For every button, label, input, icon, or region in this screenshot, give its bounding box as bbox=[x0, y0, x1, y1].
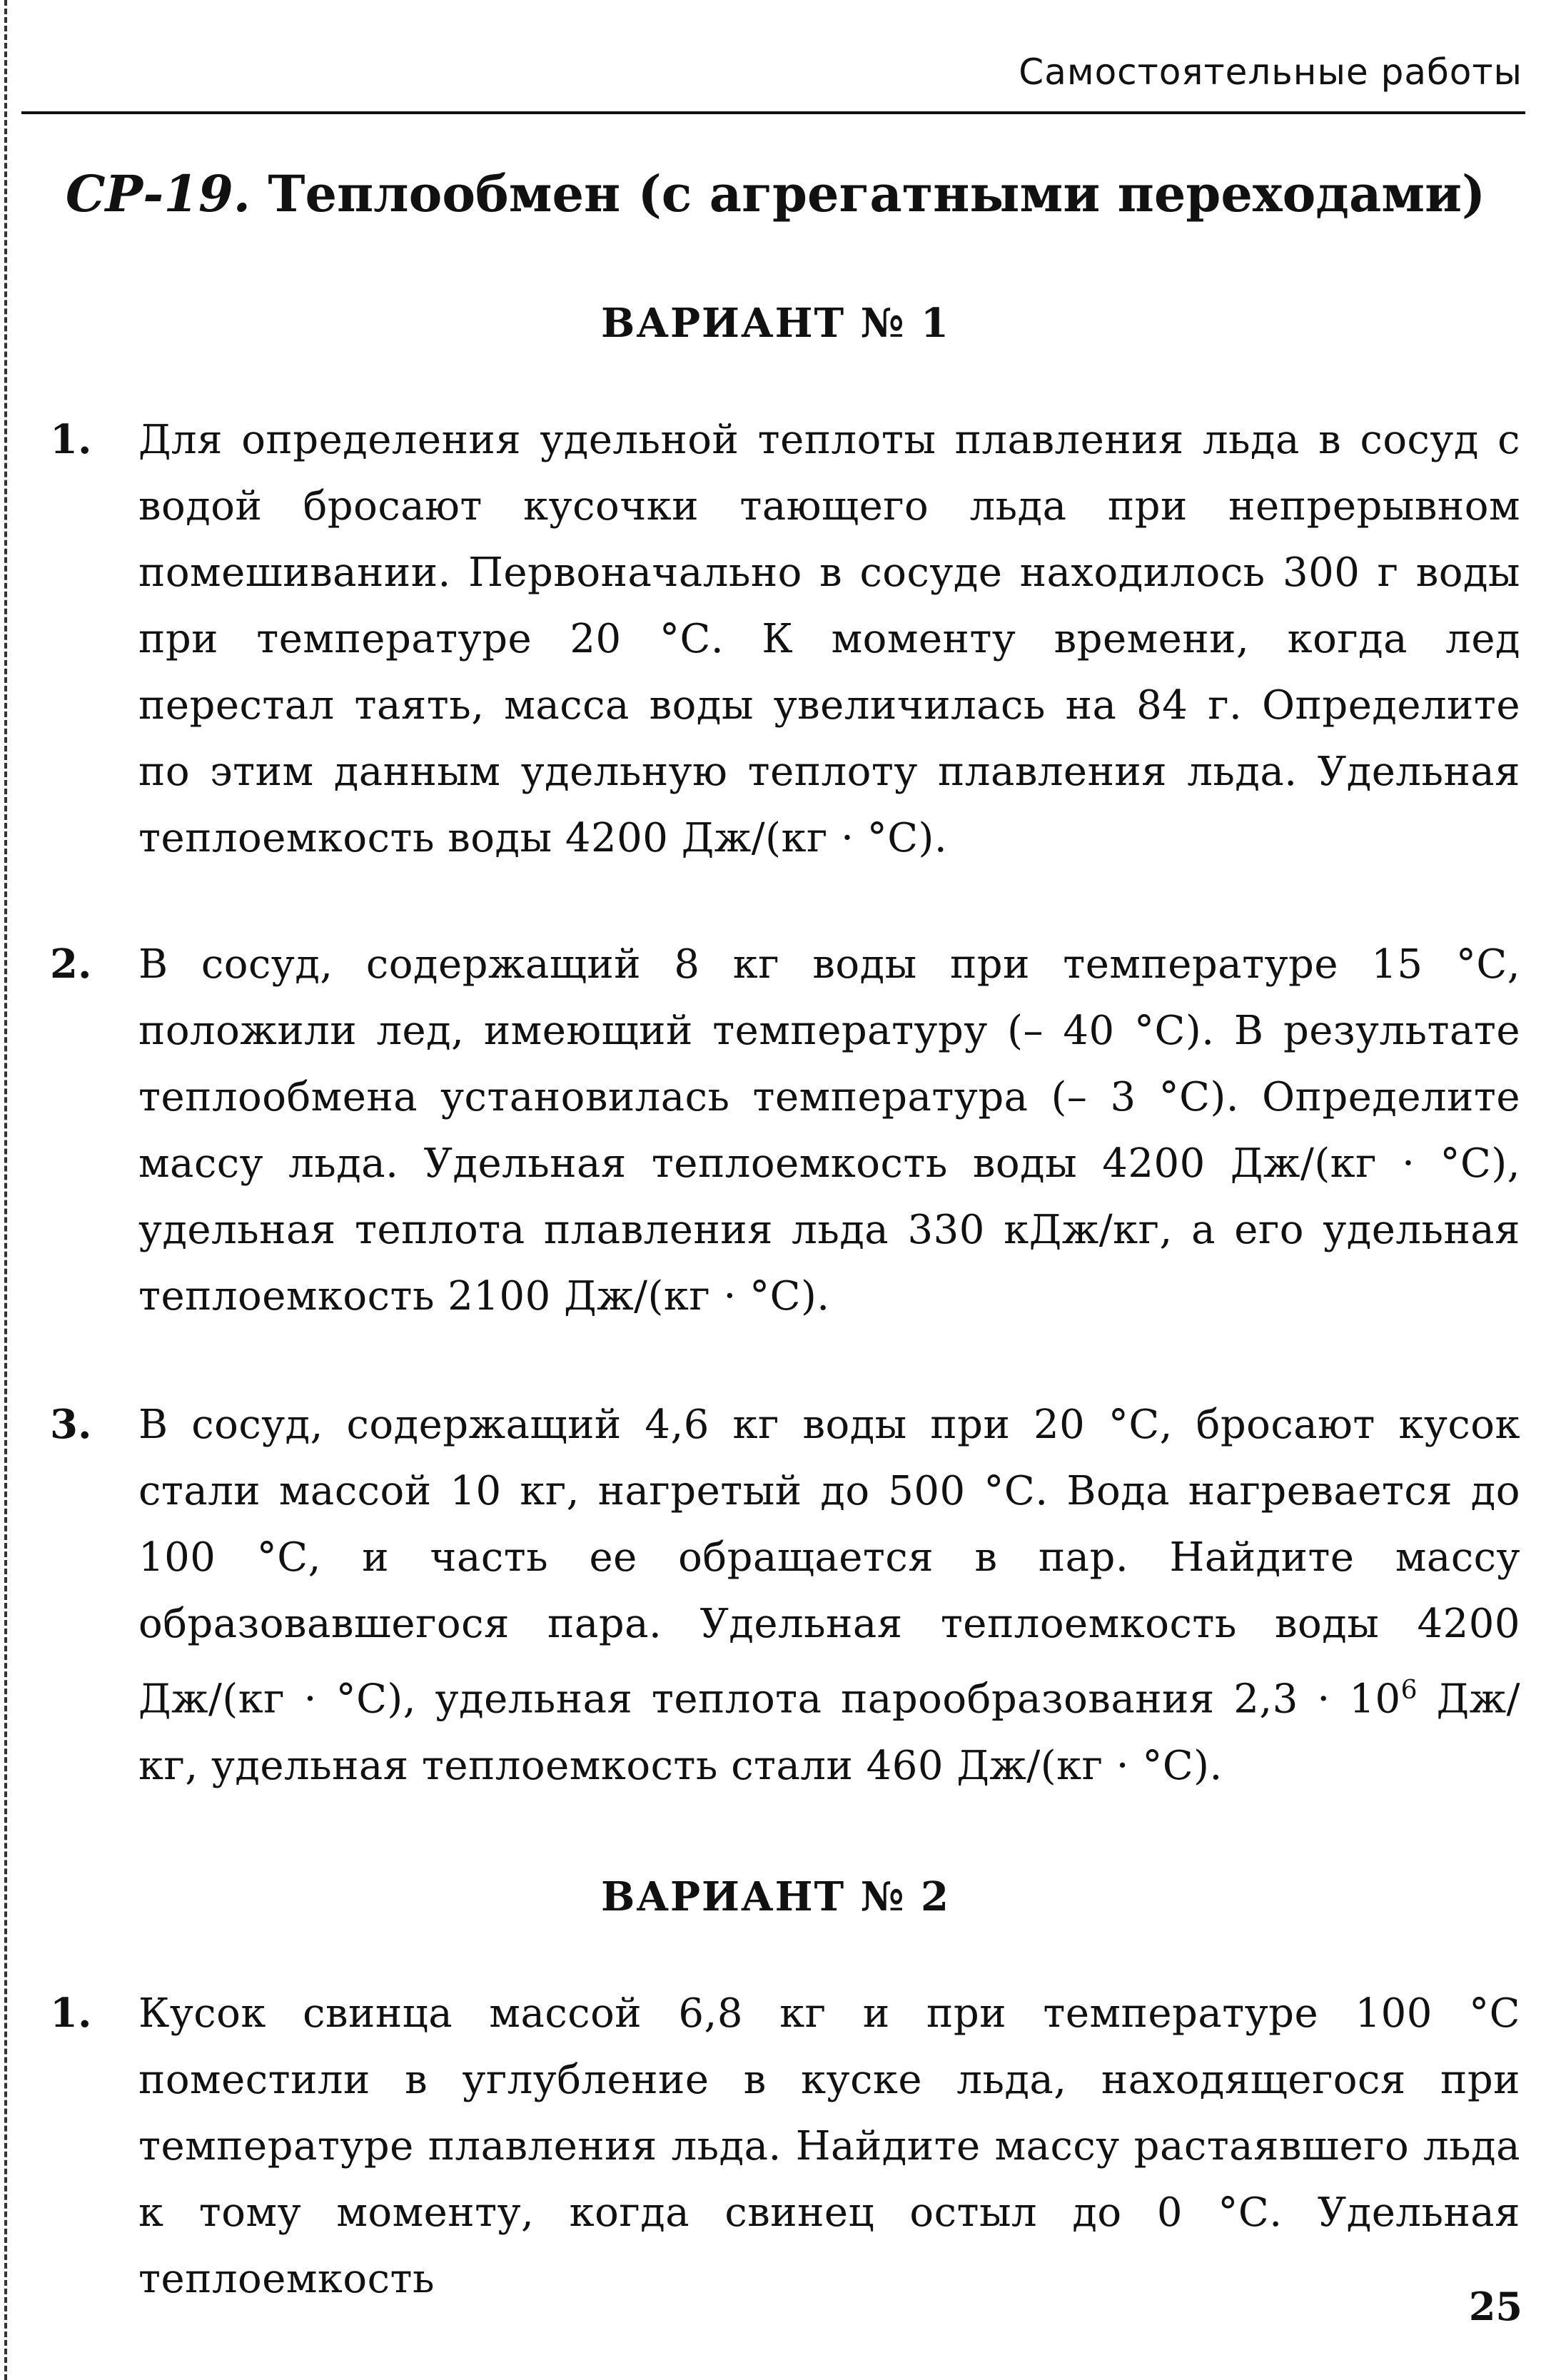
problem-number: 3. bbox=[50, 1401, 92, 1448]
variant-2-heading: ВАРИАНТ № 2 bbox=[601, 1873, 950, 1920]
page-title bbox=[0, 164, 1551, 223]
problem-text bbox=[138, 1392, 1520, 1799]
page-number: 25 bbox=[1468, 2284, 1522, 2329]
problem-text-part-1: В сосуд, содержащий 4,6 кг воды при 20 °С, бросают кусок стали массой 10 кг, нагретый до 500 °С. Вода нагревается до 100 °С, и часть ее обращается в пар. Найдите массу образовавшегося пара. Удельная теплоемкость воды 4200 Дж/(кг · °С), удельная теплота парообразования 2,3 · 10 bbox=[138, 1402, 1520, 1723]
problem-number: 1. bbox=[50, 416, 92, 463]
problem-number: 2. bbox=[50, 941, 92, 988]
title-code: СР-19. bbox=[65, 164, 251, 223]
variant-2-problem-1 bbox=[50, 1980, 1520, 2312]
exponent: 6 bbox=[1400, 1676, 1418, 1705]
running-header: Самостоятельные работы bbox=[1019, 51, 1522, 93]
problem-text: Кусок свинца массой 6,8 кг и при температуре 100 °С поместили в углубление в куске льда, находящегося при температуре плавления льда. Найдите массу растаявшего льда к тому моменту, когда свинец остыл до 0 °С. Удельная теплоемкость bbox=[138, 1990, 1520, 2302]
variant-1-problem-3 bbox=[50, 1392, 1520, 1799]
problem-text: В сосуд, содержащий 8 кг воды при температуре 15 °С, положили лед, имеющий температуру (– 40 °С). В результате теплообмена установилась температура (– 3 °С). Определите массу льда. Удельная теплоемкость воды 4200 Дж/(кг · °С), удельная теплота плавления льда 330 кДж/кг, а его удельная теплоемкость 2100 Дж/(кг · °С). bbox=[138, 941, 1520, 1320]
problem-text-part-2: Дж/кг, удельная теплоемкость стали 460 Дж/(кг · °С). bbox=[138, 1676, 1520, 1789]
problem-text: Для определения удельной теплоты плавления льда в сосуд с водой бросают кусочки тающего льда при непрерывном помешивании. Первоначально в сосуде находилось 300 г воды при температуре 20 °С. К моменту времени, когда лед перестал таять, масса воды увеличилась на 84 г. Определите по этим данным удельную теплоту плавления льда. Удельная теплоемкость воды 4200 Дж/(кг · °С). bbox=[138, 417, 1520, 861]
variant-1-problem-1 bbox=[50, 407, 1520, 871]
problem-number: 1. bbox=[50, 1990, 92, 2037]
variant-1-heading: ВАРИАНТ № 1 bbox=[601, 300, 950, 347]
title-text: Теплообмен (с агрегатными переходами) bbox=[268, 164, 1486, 223]
dashed-cut-line bbox=[4, 0, 7, 2380]
variant-1-problem-2 bbox=[50, 931, 1520, 1330]
header-rule bbox=[21, 111, 1525, 114]
